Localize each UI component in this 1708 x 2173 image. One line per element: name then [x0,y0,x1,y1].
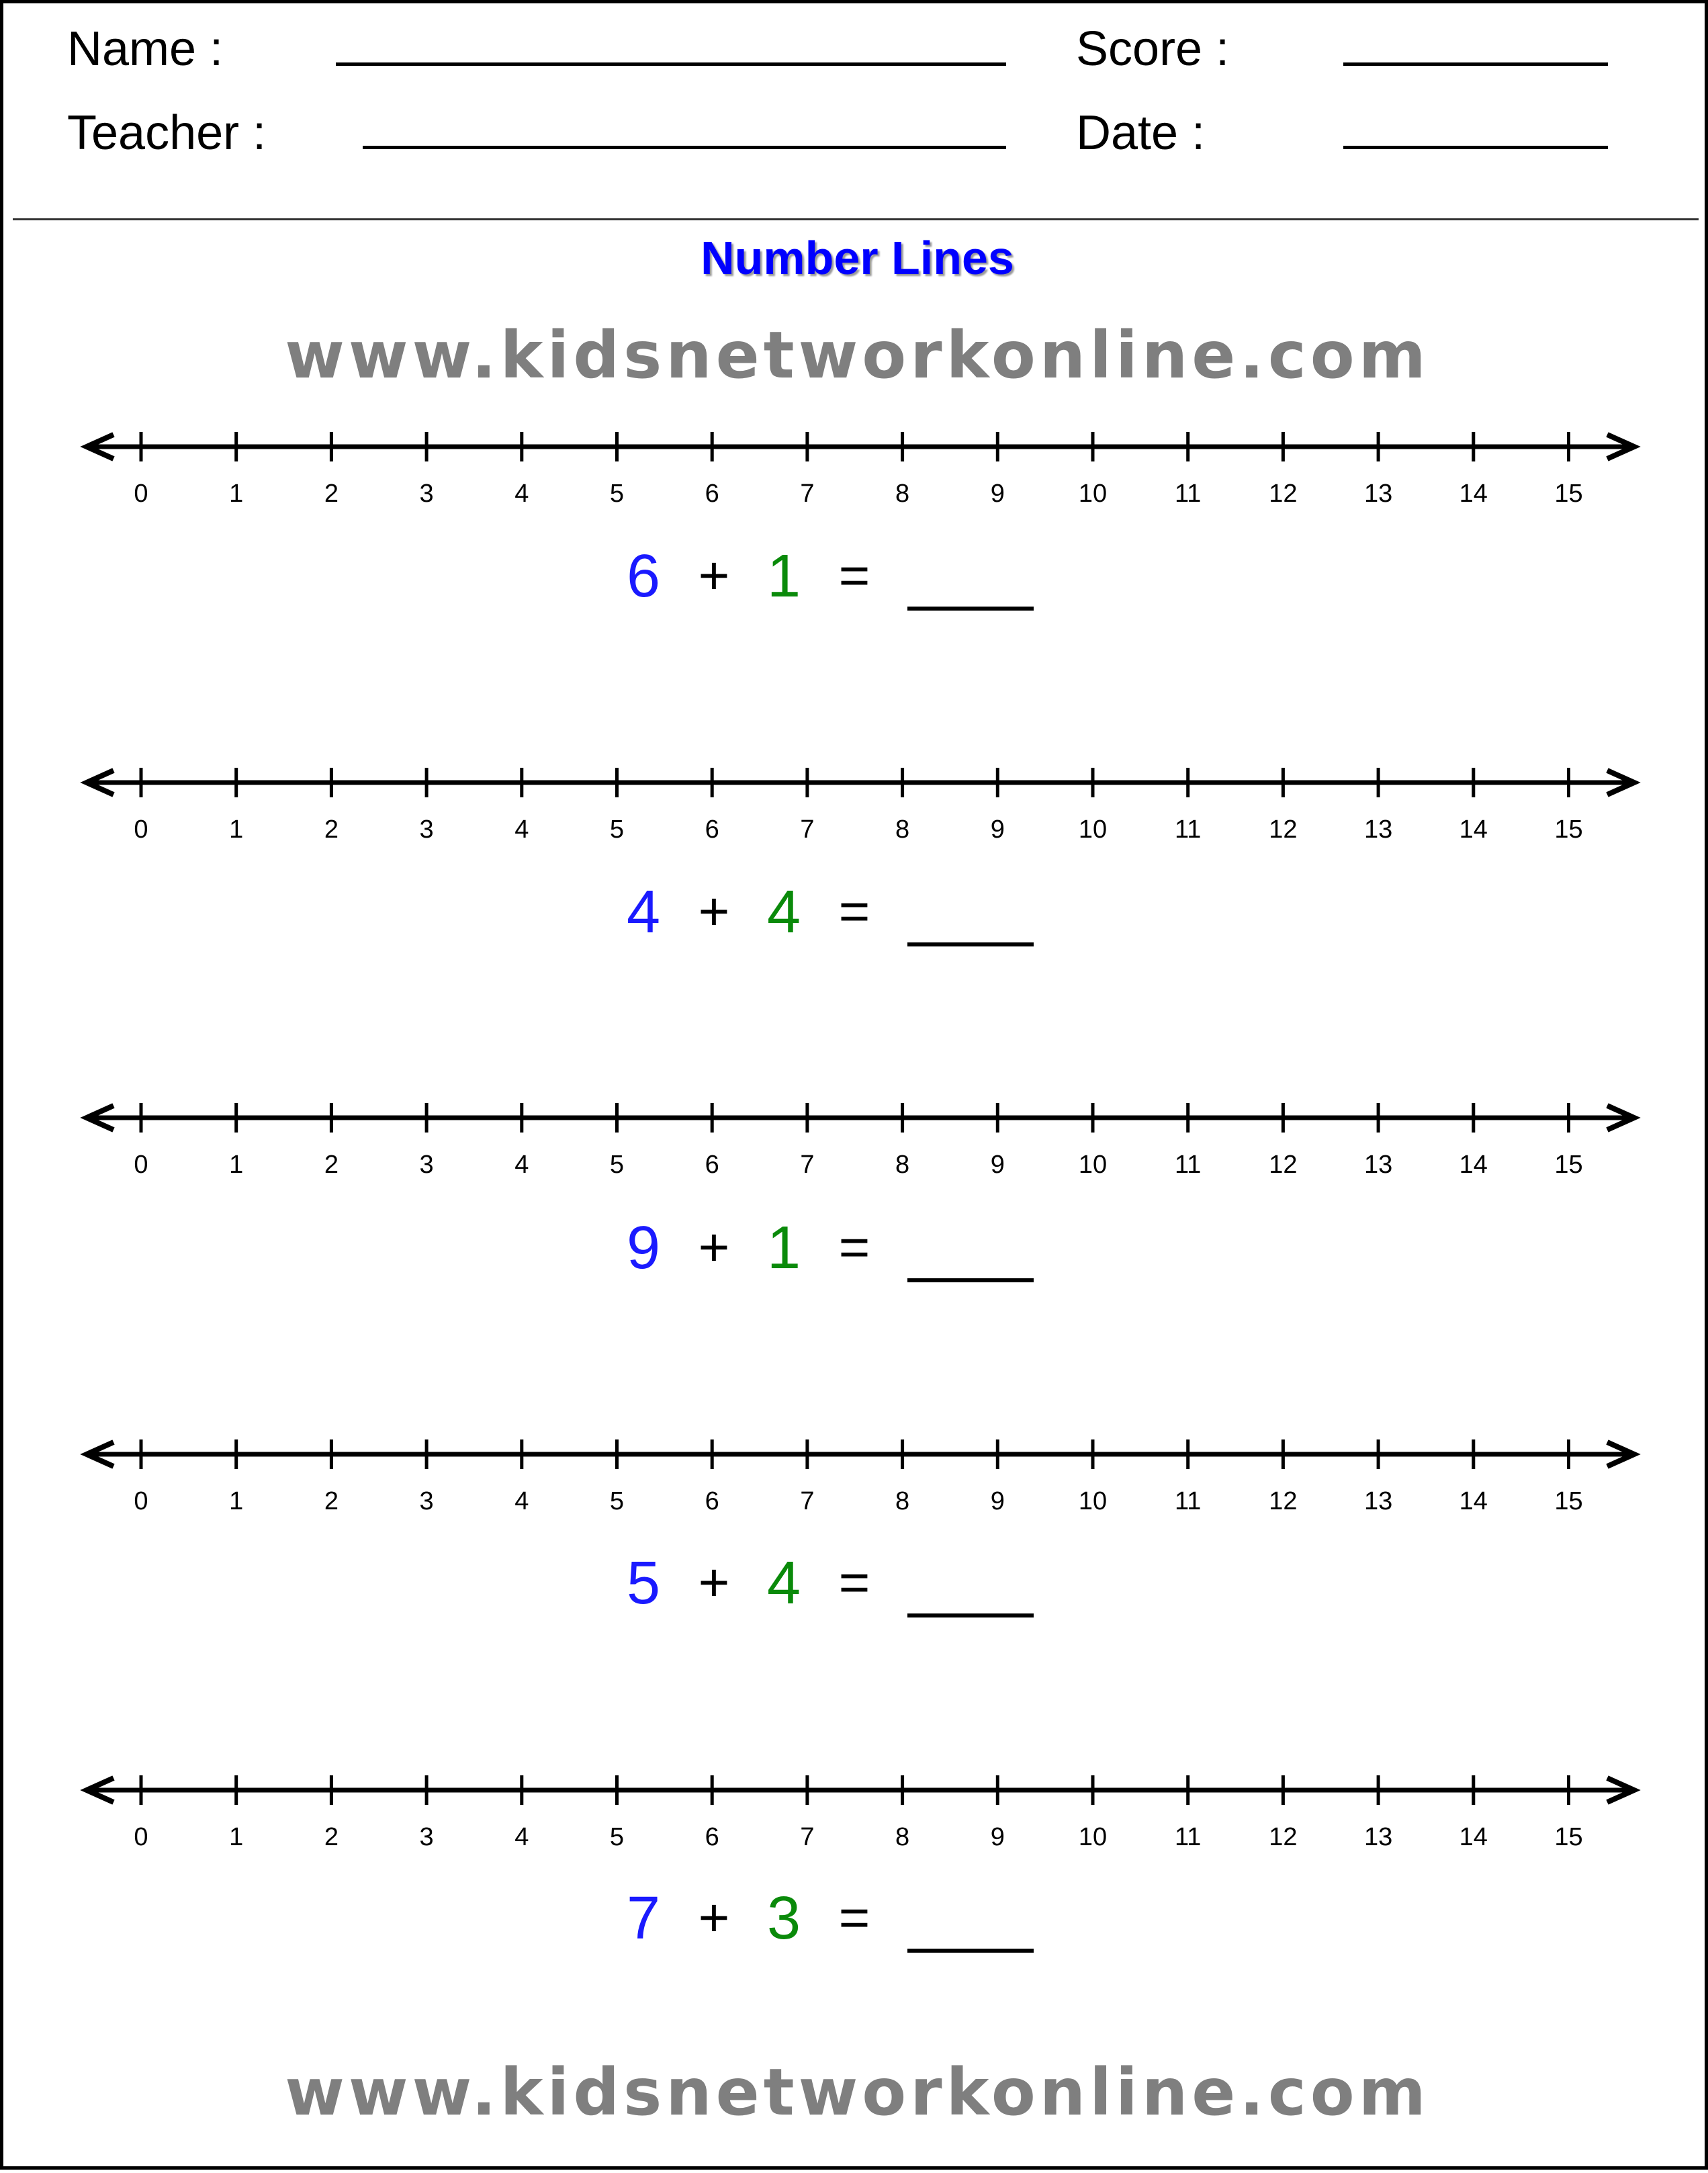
tick-label: 9 [990,1487,1005,1515]
answer-blank[interactable] [907,1278,1034,1282]
answer-blank[interactable] [907,942,1034,946]
tick-label: 14 [1459,480,1488,508]
second-addend: 1 [766,1214,801,1282]
tick-label: 11 [1174,815,1202,844]
tick-label: 2 [324,1151,339,1179]
watermark-top: www.kidsnetworkonline.com [285,318,1430,393]
first-addend: 5 [626,1550,661,1617]
first-addend: 7 [626,1885,661,1952]
tick-label: 10 [1078,1823,1108,1851]
tick-label: 11 [1174,1151,1202,1179]
tick-label: 0 [134,815,148,844]
equals-sign: = [838,1217,870,1277]
tick-label: 3 [419,1487,434,1515]
second-addend: 4 [766,879,801,946]
tick-label: 13 [1363,815,1393,844]
tick-label: 11 [1174,1487,1202,1515]
tick-label: 14 [1459,815,1488,844]
tick-label: 13 [1363,1151,1393,1179]
tick-label: 10 [1078,815,1108,844]
tick-label: 4 [514,815,529,844]
tick-label: 0 [134,1487,148,1515]
score-label: Score : [1076,22,1230,76]
tick-label: 13 [1363,1823,1393,1851]
tick-label: 9 [990,1823,1005,1851]
tick-label: 1 [229,1487,244,1515]
problem-row [3,543,1708,620]
tick-label: 1 [229,815,244,844]
tick-label: 2 [324,1487,339,1515]
tick-label: 4 [514,480,529,508]
tick-label: 9 [990,480,1005,508]
tick-label: 2 [324,480,339,508]
equals-sign: = [838,1888,870,1947]
tick-label: 1 [229,1823,244,1851]
tick-label: 2 [324,1823,339,1851]
tick-label: 1 [229,1151,244,1179]
tick-label: 6 [705,1487,719,1515]
tick-label: 15 [1554,1823,1583,1851]
plus-sign: + [698,881,730,941]
tick-label: 4 [514,1823,529,1851]
tick-label: 1 [229,480,244,508]
tick-label: 3 [419,1823,434,1851]
tick-label: 7 [800,1151,815,1179]
tick-label: 6 [705,1823,719,1851]
date-label: Date : [1076,106,1206,160]
tick-label: 13 [1363,480,1393,508]
tick-label: 8 [895,1151,910,1179]
tick-label: 8 [895,815,910,844]
problems [3,3,1708,2173]
tick-label: 7 [800,815,815,844]
answer-blank[interactable] [907,1949,1034,1953]
tick-label: 3 [419,815,434,844]
tick-label: 12 [1269,1151,1298,1179]
problem-row [3,1885,1708,1962]
tick-label: 3 [419,1151,434,1179]
problem-row [3,1550,1708,1627]
tick-label: 11 [1174,1823,1202,1851]
tick-label: 8 [895,1487,910,1515]
tick-label: 15 [1554,480,1583,508]
problem-row [3,1214,1708,1292]
answer-blank[interactable] [907,1613,1034,1617]
tick-label: 7 [800,1823,815,1851]
tick-label: 15 [1554,815,1583,844]
tick-label: 6 [705,480,719,508]
plus-sign: + [698,1552,730,1612]
tick-label: 12 [1269,1823,1298,1851]
second-addend: 4 [766,1550,801,1617]
second-addend: 1 [766,543,801,610]
tick-label: 5 [609,1823,625,1851]
name-label: Name : [67,22,224,76]
equals-sign: = [838,545,870,605]
second-addend: 3 [766,1885,801,1952]
tick-label: 6 [705,815,719,844]
tick-label: 0 [134,480,148,508]
tick-label: 5 [609,1487,625,1515]
equals-sign: = [838,1552,870,1612]
tick-label: 9 [990,1151,1005,1179]
watermark-bottom: www.kidsnetworkonline.com [285,2055,1430,2130]
page-title: Number Lines [701,232,1014,284]
teacher-label: Teacher : [67,106,267,160]
first-addend: 6 [626,543,661,610]
tick-label: 14 [1459,1487,1488,1515]
first-addend: 9 [626,1214,661,1282]
tick-label: 10 [1078,480,1108,508]
tick-label: 15 [1554,1487,1583,1515]
tick-label: 8 [895,1823,910,1851]
answer-blank[interactable] [907,607,1034,611]
first-addend: 4 [626,879,661,946]
tick-label: 15 [1554,1151,1583,1179]
tick-label: 12 [1269,815,1298,844]
tick-label: 13 [1363,1487,1393,1515]
tick-label: 14 [1459,1151,1488,1179]
tick-label: 11 [1174,480,1202,508]
tick-label: 8 [895,480,910,508]
tick-label: 4 [514,1487,529,1515]
tick-label: 14 [1459,1823,1488,1851]
equals-sign: = [838,881,870,941]
tick-label: 0 [134,1151,148,1179]
tick-label: 7 [800,1487,815,1515]
tick-label: 0 [134,1823,148,1851]
tick-label: 9 [990,815,1005,844]
tick-label: 5 [609,815,625,844]
tick-label: 5 [609,480,625,508]
tick-label: 6 [705,1151,719,1179]
plus-sign: + [698,1217,730,1277]
tick-label: 2 [324,815,339,844]
tick-label: 5 [609,1151,625,1179]
tick-label: 7 [800,480,815,508]
tick-label: 10 [1078,1487,1108,1515]
tick-label: 12 [1269,1487,1298,1515]
tick-label: 3 [419,480,434,508]
plus-sign: + [698,545,730,605]
tick-label: 10 [1078,1151,1108,1179]
plus-sign: + [698,1888,730,1947]
tick-label: 12 [1269,480,1298,508]
problem-row [3,879,1708,956]
tick-label: 4 [514,1151,529,1179]
